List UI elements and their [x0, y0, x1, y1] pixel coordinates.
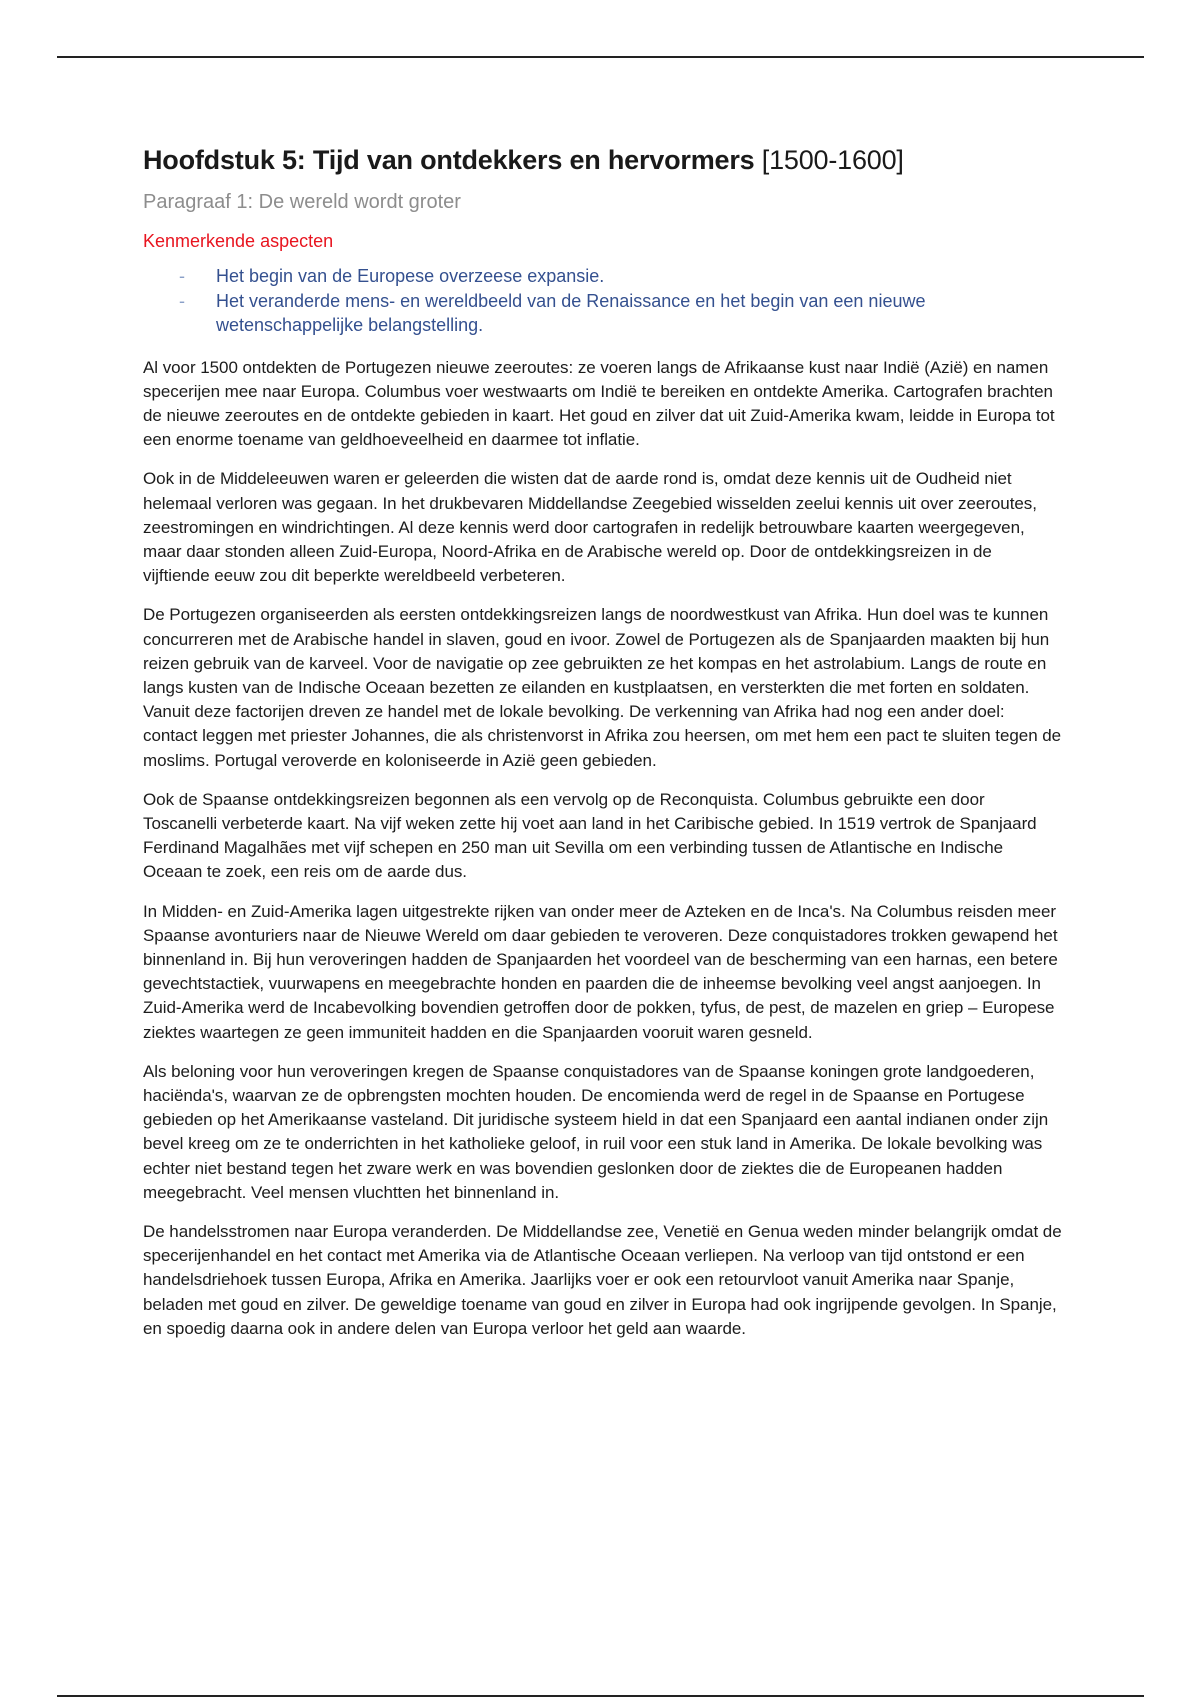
- body-text: [143, 356, 1063, 1342]
- section-subtitle: Paragraaf 1: De wereld wordt groter: [143, 191, 461, 213]
- aspects-heading: Kenmerkende aspecten: [143, 231, 334, 251]
- body-paragraph: Als beloning voor hun veroveringen kregen de Spaanse conquistadores van de Spaanse koningen grote landgoederen, haciënda's, waarvan ze de opbrengsten mochten houden. De encomienda werd de regel in de Spaanse en Portugese gebieden op het Amerikaanse vasteland. Dit juridische systeem hield in dat een Spanjaard een aantal indianen onder zijn bevel kreeg om ze te onderrichten in het katholieke geloof, in ruil voor een stuk land in Amerika. De lokale bevolking was echter niet bestand tegen het zware werk en was bovendien geslonken door de ziektes die de Europeanen hadden meegebracht. Veel mensen vluchtten het binnenland in.: [143, 1061, 1049, 1202]
- header-rule: [57, 56, 1144, 58]
- bullet-dash-icon: -: [179, 266, 185, 286]
- aspect-text: Het begin van de Europese overzeese expansie.: [216, 266, 605, 286]
- chapter-title: [143, 140, 1063, 180]
- chapter-title-text: Hoofdstuk 5: Tijd van ontdekkers en hervormers: [143, 145, 755, 175]
- chapter-period: [1500-1600]: [761, 145, 904, 175]
- body-paragraph: In Midden- en Zuid-Amerika lagen uitgestrekte rijken van onder meer de Azteken en de Inca's. Na Columbus reisden meer Spaanse avonturiers naar de Nieuwe Wereld om daar gebieden te veroveren. Deze conquistadores trokken gewapend het binnenland in. Bij hun veroveringen hadden de Spanjaarden het voordeel van de bescherming van een harnas, een betere gevechtstactiek, vuurwapens en meegebrachte honden en paarden die de inheemse bevolking veel angst aanjoegen. In Zuid-Amerika werd de Incabevolking bovendien getroffen door de pokken, tyfus, de pest, de mazelen en griep – Europese ziektes waartegen ze geen immuniteit hadden en die Spanjaarden vooruit waren gesneld.: [143, 901, 1058, 1042]
- page-content: [143, 140, 1063, 1341]
- body-paragraph: Ook in de Middeleeuwen waren er geleerden die wisten dat de aarde rond is, omdat deze kennis uit de Oudheid niet helemaal verloren was gegaan. In het drukbevaren Middellandse Zeegebied wisselden zeelui kennis uit over zeeroutes, zeestromingen en windrichtingen. Al deze kennis werd door cartografen in redelijk betrouwbare kaarten weergegeven, maar daar stonden alleen Zuid-Europa, Noord-Afrika en de Arabische wereld op. Door de ontdekkingsreizen in de vijftiende eeuw zou dit beperkte wereldbeeld verbeteren.: [143, 469, 1037, 586]
- aspects-list: [143, 264, 1063, 338]
- aspect-text: Het veranderde mens- en wereldbeeld van de Renaissance en het begin van een nieuwe wetenschappelijke belangstelling.: [216, 290, 926, 335]
- body-paragraph: De handelsstromen naar Europa veranderden. De Middellandse zee, Venetië en Genua weden minder belangrijk omdat de specerijenhandel en het contact met Amerika via de Atlantische Oceaan verliepen. Na verloop van tijd ontstond er een handelsdriehoek tussen Europa, Afrika en Amerika. Jaarlijks voer er ook een retourvloot vanuit Amerika naar Spanje, beladen met goud en zilver. De geweldige toename van goud en zilver in Europa had ook ingrijpende gevolgen. In Spanje, en spoedig daarna ook in andere delen van Europa verloor het geld aan waarde.: [143, 1222, 1062, 1338]
- bullet-dash-icon: -: [179, 290, 185, 311]
- body-paragraph: Ook de Spaanse ontdekkingsreizen begonnen als een vervolg op de Reconquista. Columbus gebruikte een door Toscanelli verbeterde kaart. Na vijf weken zette hij voet aan land in het Caribische gebied. In 1519 vertrok de Spanjaard Ferdinand Magalhães met vijf schepen en 250 man uit Sevilla om een verbinding tussen de Atlantische en Indische Oceaan te zoek, een reis om de aarde dus.: [143, 789, 1037, 882]
- body-paragraph: Al voor 1500 ontdekten de Portugezen nieuwe zeeroutes: ze voeren langs de Afrikaanse kust naar Indië (Azië) en namen specerijen mee naar Europa. Columbus voer westwaarts om Indië te bereiken en ontdekte Amerika. Cartografen brachten de nieuwe zeeroutes en de ontdekte gebieden in kaart. Het goud en zilver dat uit Zuid-Amerika kwam, leidde in Europa tot een enorme toename van geldhoeveelheid en daarmee tot inflatie.: [143, 357, 1055, 450]
- aspect-item: [143, 264, 1063, 289]
- footer-rule: [57, 1695, 1144, 1697]
- aspect-item: [143, 289, 1063, 338]
- body-paragraph: De Portugezen organiseerden als eersten ontdekkingsreizen langs de noordwestkust van Afrika. Hun doel was te kunnen concurreren met de Arabische handel in slaven, goud en ivoor. Zowel de Portugezen als de Spanjaarden maakten bij hun reizen gebruik van de karveel. Voor de navigatie op zee gebruikten ze het kompas en het astrolabium. Langs de route en langs kusten van de Indische Oceaan bezetten ze eilanden en kustplaatsen, en versterkten die met forten en soldaten. Vanuit deze factorijen dreven ze handel met de lokale bevolking. De verkenning van Afrika had nog een ander doel: contact leggen met priester Johannes, die als christenvorst in Afrika zou heersen, om met hem een pact te sluiten tegen de moslims. Portugal veroverde en koloniseerde in Azië geen gebieden.: [143, 605, 1062, 770]
